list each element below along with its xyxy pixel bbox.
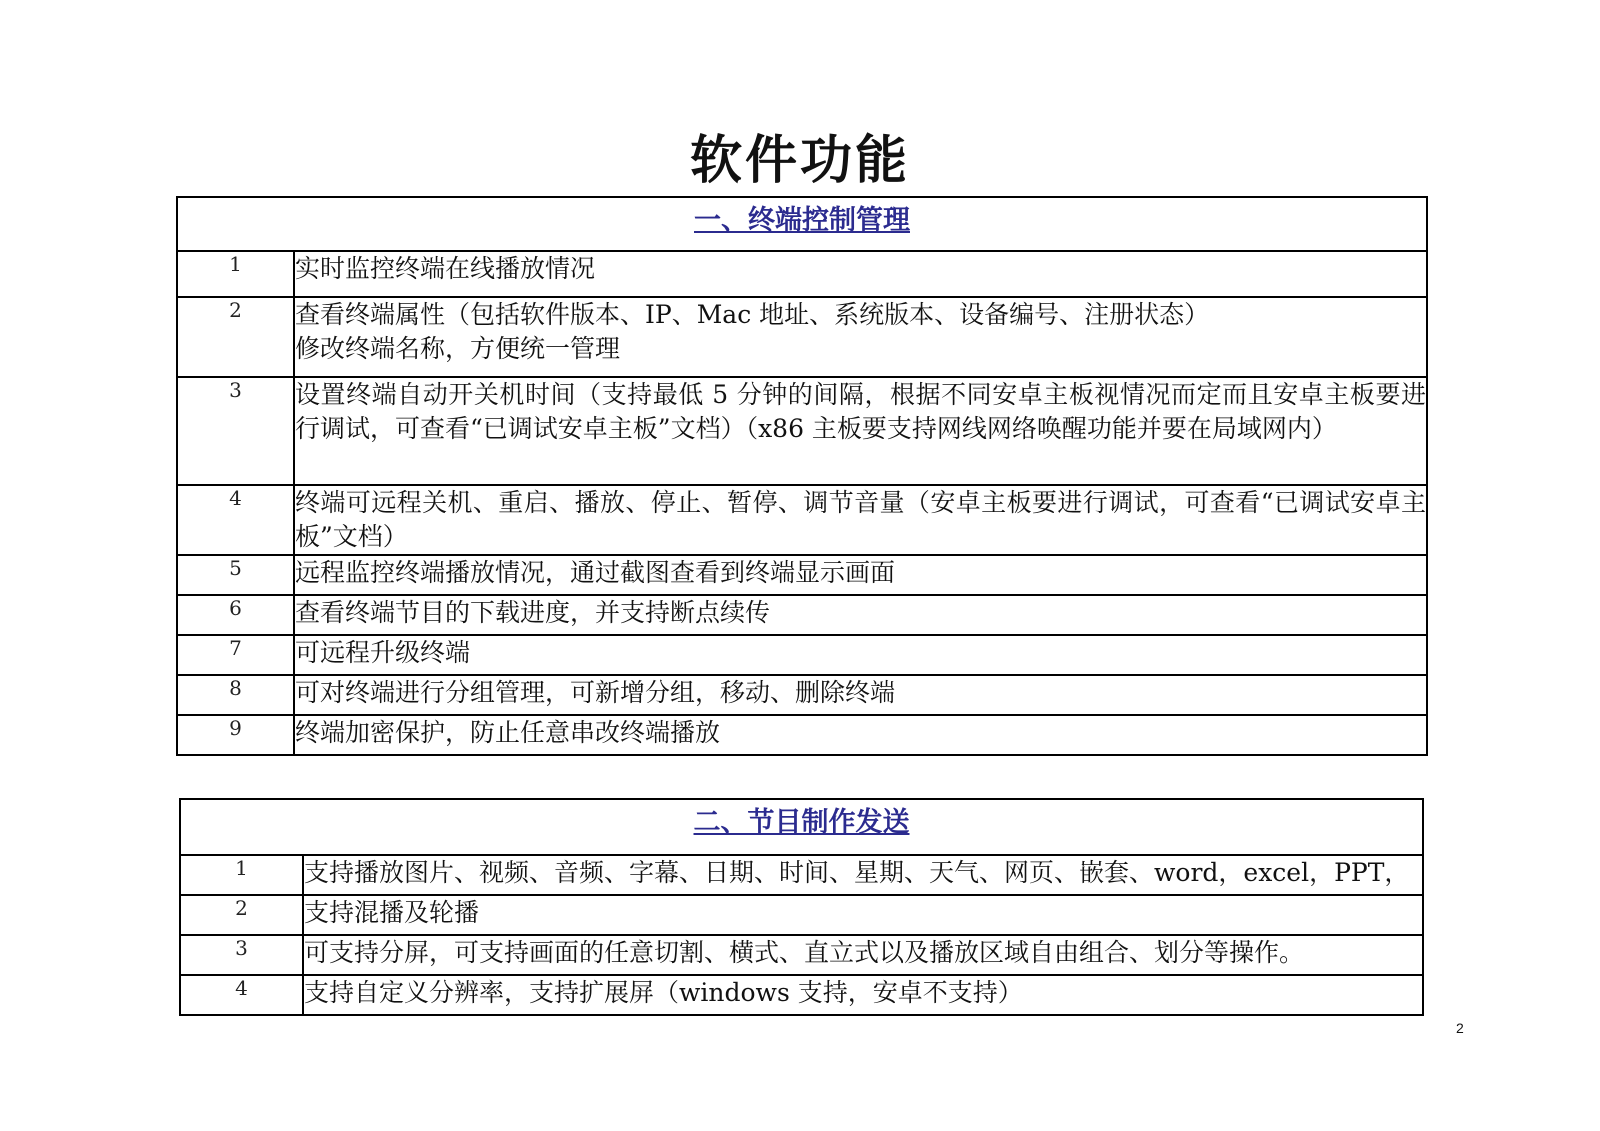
row-number: 4 xyxy=(177,485,294,555)
row-number: 5 xyxy=(177,555,294,595)
row-description: 终端可远程关机、重启、播放、停止、暂停、调节音量（安卓主板要进行调试，可查看“已调试安卓主板”文档） xyxy=(294,485,1427,555)
table-row xyxy=(177,297,1427,377)
terminal-control-table xyxy=(176,196,1428,756)
row-number: 8 xyxy=(177,675,294,715)
row-number: 6 xyxy=(177,595,294,635)
row-description-line: 修改终端名称，方便统一管理 xyxy=(295,334,621,363)
row-description: 查看终端节目的下载进度，并支持断点续传 xyxy=(294,595,1427,635)
table-row xyxy=(177,715,1427,755)
table-row xyxy=(180,975,1423,1015)
row-description: 支持播放图片、视频、音频、字幕、日期、时间、星期、天气、网页、嵌套、word，excel，PPT， xyxy=(303,855,1423,895)
row-description: 可远程升级终端 xyxy=(294,635,1427,675)
row-description xyxy=(294,297,1427,377)
row-description: 终端加密保护，防止任意串改终端播放 xyxy=(294,715,1427,755)
page-number: 2 xyxy=(1456,1020,1464,1036)
row-description: 可支持分屏，可支持画面的任意切割、横式、直立式以及播放区域自由组合、划分等操作。 xyxy=(303,935,1423,975)
row-number: 9 xyxy=(177,715,294,755)
row-description: 支持自定义分辨率，支持扩展屏（windows 支持，安卓不支持） xyxy=(303,975,1423,1015)
row-description: 远程监控终端播放情况，通过截图查看到终端显示画面 xyxy=(294,555,1427,595)
row-number: 2 xyxy=(177,297,294,377)
row-number: 3 xyxy=(180,935,303,975)
table-row xyxy=(177,595,1427,635)
row-number: 1 xyxy=(180,855,303,895)
table-row xyxy=(177,377,1427,485)
table-row xyxy=(177,485,1427,555)
section1-heading: 一、终端控制管理 xyxy=(177,197,1427,251)
table-row xyxy=(177,555,1427,595)
page-title: 软件功能 xyxy=(689,131,910,191)
row-description: 可对终端进行分组管理，可新增分组，移动、删除终端 xyxy=(294,675,1427,715)
table-row xyxy=(180,895,1423,935)
row-description-line: 查看终端属性（包括软件版本、IP、Mac 地址、系统版本、设备编号、注册状态） xyxy=(295,300,1210,329)
table-row xyxy=(177,675,1427,715)
table-row xyxy=(177,635,1427,675)
program-production-table xyxy=(179,798,1424,1016)
row-description: 设置终端自动开关机时间（支持最低 5 分钟的间隔，根据不同安卓主板视情况而定而且安卓主板要进行调试，可查看“已调试安卓主板”文档）（x86 主板要支持网线网络唤醒功能并要在局域网内） xyxy=(294,377,1427,485)
row-number: 2 xyxy=(180,895,303,935)
row-number: 1 xyxy=(177,251,294,297)
table-row xyxy=(177,251,1427,297)
row-number: 7 xyxy=(177,635,294,675)
table-row xyxy=(180,935,1423,975)
row-number: 4 xyxy=(180,975,303,1015)
row-description: 支持混播及轮播 xyxy=(303,895,1423,935)
row-number: 3 xyxy=(177,377,294,485)
table-row xyxy=(180,855,1423,895)
section2-heading: 二、节目制作发送 xyxy=(180,799,1423,855)
row-description: 实时监控终端在线播放情况 xyxy=(294,251,1427,297)
